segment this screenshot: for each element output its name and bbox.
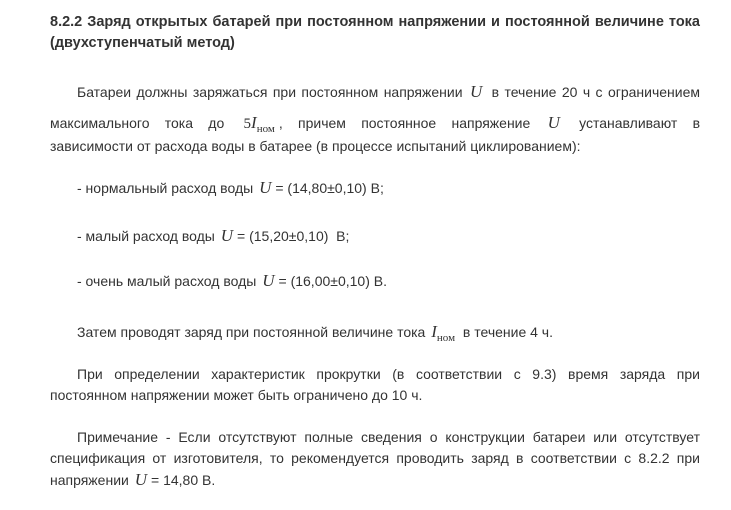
paragraph-constant-current: [50, 321, 700, 345]
list-item-very-low-water: [50, 270, 700, 292]
paragraph-line: постоянном напряжении может быть ограничено до 10 ч.: [50, 387, 423, 403]
paragraph-line: зависимости от расхода воды в батарее (в процессе испытаний циклированием):: [50, 138, 581, 154]
current-subscript: ном: [436, 332, 456, 344]
heading-line-1: 8.2.2 Заряд открытых батарей при постоянном напряжении и постоянной величине тока: [50, 14, 700, 30]
list-item-value: = (15,20±0,10) В;: [237, 228, 350, 244]
text-fragment: в течение 4 ч.: [462, 324, 553, 340]
list-item-prefix: - очень малый расход воды: [77, 273, 257, 289]
list-item-value: = (16,00±0,10) В.: [278, 273, 387, 289]
paragraph-line: [50, 469, 700, 491]
voltage-symbol: U: [259, 178, 272, 197]
paragraph-line: При определении характеристик прокрутки (в соответствии с 9.3) время заряда при: [77, 366, 700, 382]
list-item-prefix: - малый расход воды: [77, 228, 215, 244]
text-fragment: устанавливают в: [579, 115, 701, 131]
paragraph-line: спецификация от изготовителя, то рекомендуется проводить заряд в соответствии с 8.2.2 при: [50, 450, 700, 466]
voltage-symbol: U: [469, 82, 483, 101]
current-multiplier: 5: [243, 116, 252, 132]
text-fragment: = 14,80 В.: [151, 472, 216, 488]
text-fragment: Батареи должны заряжаться при постоянном напряжении: [77, 84, 463, 100]
heading-line-2: (двухступенчатый метод): [50, 35, 235, 51]
paragraph-charge-conditions: [50, 81, 700, 157]
paragraph-line: Примечание - Если отсутствуют полные сведения о конструкции батареи или отсутствует: [77, 429, 700, 445]
list-item-value: = (14,80±0,10) В;: [275, 180, 384, 196]
paragraph-line: [50, 81, 700, 103]
paragraph-note: [50, 427, 700, 491]
list-item-prefix: - нормальный расход воды: [77, 180, 254, 196]
voltage-symbol: U: [262, 271, 275, 290]
text-fragment: в течение 20 ч с ограничением: [491, 84, 701, 100]
paragraph-line: [50, 112, 700, 136]
current-symbol: I: [251, 113, 257, 132]
list-item-low-water: [50, 225, 700, 247]
text-fragment: Затем проводят заряд при постоянной величине тока: [77, 324, 426, 340]
text-fragment: максимального тока до: [50, 115, 225, 131]
current-symbol: I: [431, 322, 437, 341]
text-fragment: , причем постоянное напряжение: [278, 115, 531, 131]
section-heading: [50, 12, 700, 54]
paragraph-cranking: [50, 364, 700, 406]
voltage-symbol: U: [547, 113, 560, 132]
voltage-symbol: U: [134, 470, 148, 489]
list-item-normal-water: [50, 177, 700, 199]
current-formula: [240, 113, 531, 135]
voltage-symbol: U: [220, 226, 234, 245]
text-fragment: напряжении: [50, 472, 129, 488]
current-subscript: ном: [256, 123, 275, 135]
